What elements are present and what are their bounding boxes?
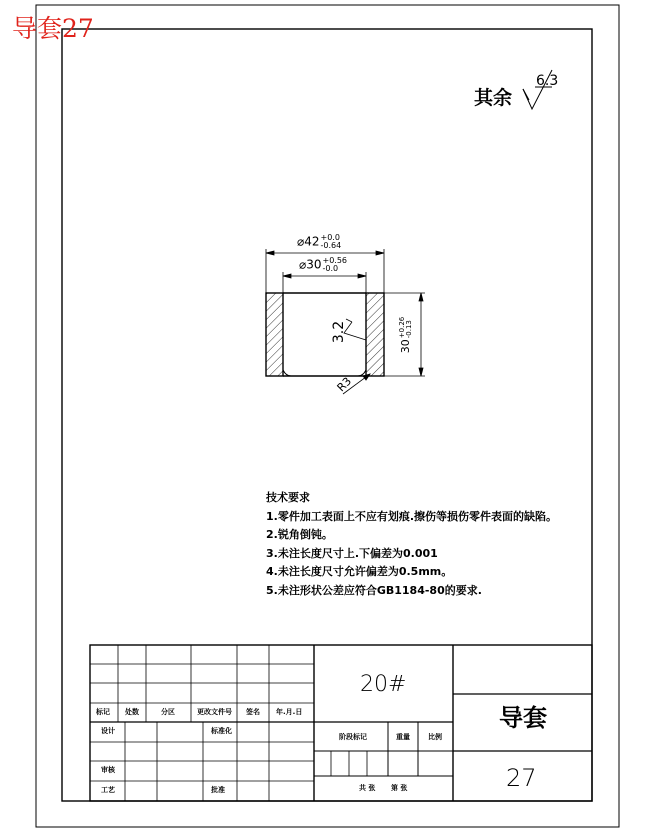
part-number: 27 [506, 764, 537, 792]
designer-label: 设计 [101, 727, 115, 735]
outer-diameter-upper: +0.0 [320, 233, 340, 242]
revision-header-zone: 分区 [161, 708, 175, 716]
inner-diameter-base: ⌀30 [299, 257, 322, 272]
outer-diameter-base: ⌀42 [297, 234, 320, 249]
revision-header-document: 更改文件号 [197, 708, 232, 716]
roughness-remaining-label: 其余 [474, 87, 513, 109]
part-section [266, 293, 384, 376]
inner-frame [62, 29, 592, 801]
part-name: 导套 [499, 704, 547, 732]
reviewer-label: 审核 [101, 766, 115, 774]
inner-diameter-dimension [283, 272, 366, 293]
bore-roughness-symbol [344, 319, 366, 340]
part-badge: 导套27 [12, 14, 94, 43]
revision-header-count: 处数 [125, 708, 139, 716]
roughness-value: 6.3 [536, 73, 559, 89]
approval-label: 批准 [211, 786, 225, 794]
material-label: 20# [360, 672, 407, 697]
technical-requirements-title: 技术要求 [266, 491, 310, 504]
requirement-item: 2.锐角倒钝。 [266, 528, 333, 541]
process-label: 工艺 [101, 786, 115, 794]
requirement-item: 3.未注长度尺寸上.下偏差为0.001 [266, 546, 438, 560]
sheet-number-label: 第 张 [391, 784, 408, 792]
length-upper: +0.26 [398, 316, 407, 339]
inner-diameter-label [299, 257, 347, 273]
requirement-item: 5.未注形状公差应符合GB1184-80的要求. [266, 583, 482, 597]
outer-diameter-label [297, 234, 341, 250]
inner-diameter-lower: -0.0 [322, 264, 339, 273]
revision-header-date: 年.月.日 [276, 708, 303, 716]
outer-diameter-lower: -0.64 [320, 241, 342, 250]
inner-diameter-upper: +0.56 [322, 256, 348, 265]
bore-roughness-value: 3.2 [331, 320, 348, 344]
weight-label: 重量 [396, 733, 410, 741]
fillet-radius-label: R3 [334, 374, 355, 395]
length-lower: -0.13 [405, 320, 414, 339]
length-label [399, 317, 413, 353]
scale-label: 比例 [428, 733, 442, 741]
technical-requirements [266, 489, 557, 600]
stage-mark-label: 阶段标记 [339, 733, 367, 741]
requirement-item: 1.零件加工表面上不应有划痕.擦伤等损伤零件表面的缺陷。 [266, 509, 558, 523]
revision-header-signature: 签名 [246, 708, 260, 716]
revision-header-mark: 标记 [96, 708, 110, 716]
right-wall-section [366, 293, 384, 376]
standardization-label: 标准化 [211, 727, 232, 735]
requirement-item: 4.未注长度尺寸允许偏差为0.5mm。 [266, 565, 453, 578]
left-wall-section [266, 293, 283, 376]
sheet-total-label: 共 张 [359, 784, 376, 792]
length-base: 30 [399, 339, 413, 354]
